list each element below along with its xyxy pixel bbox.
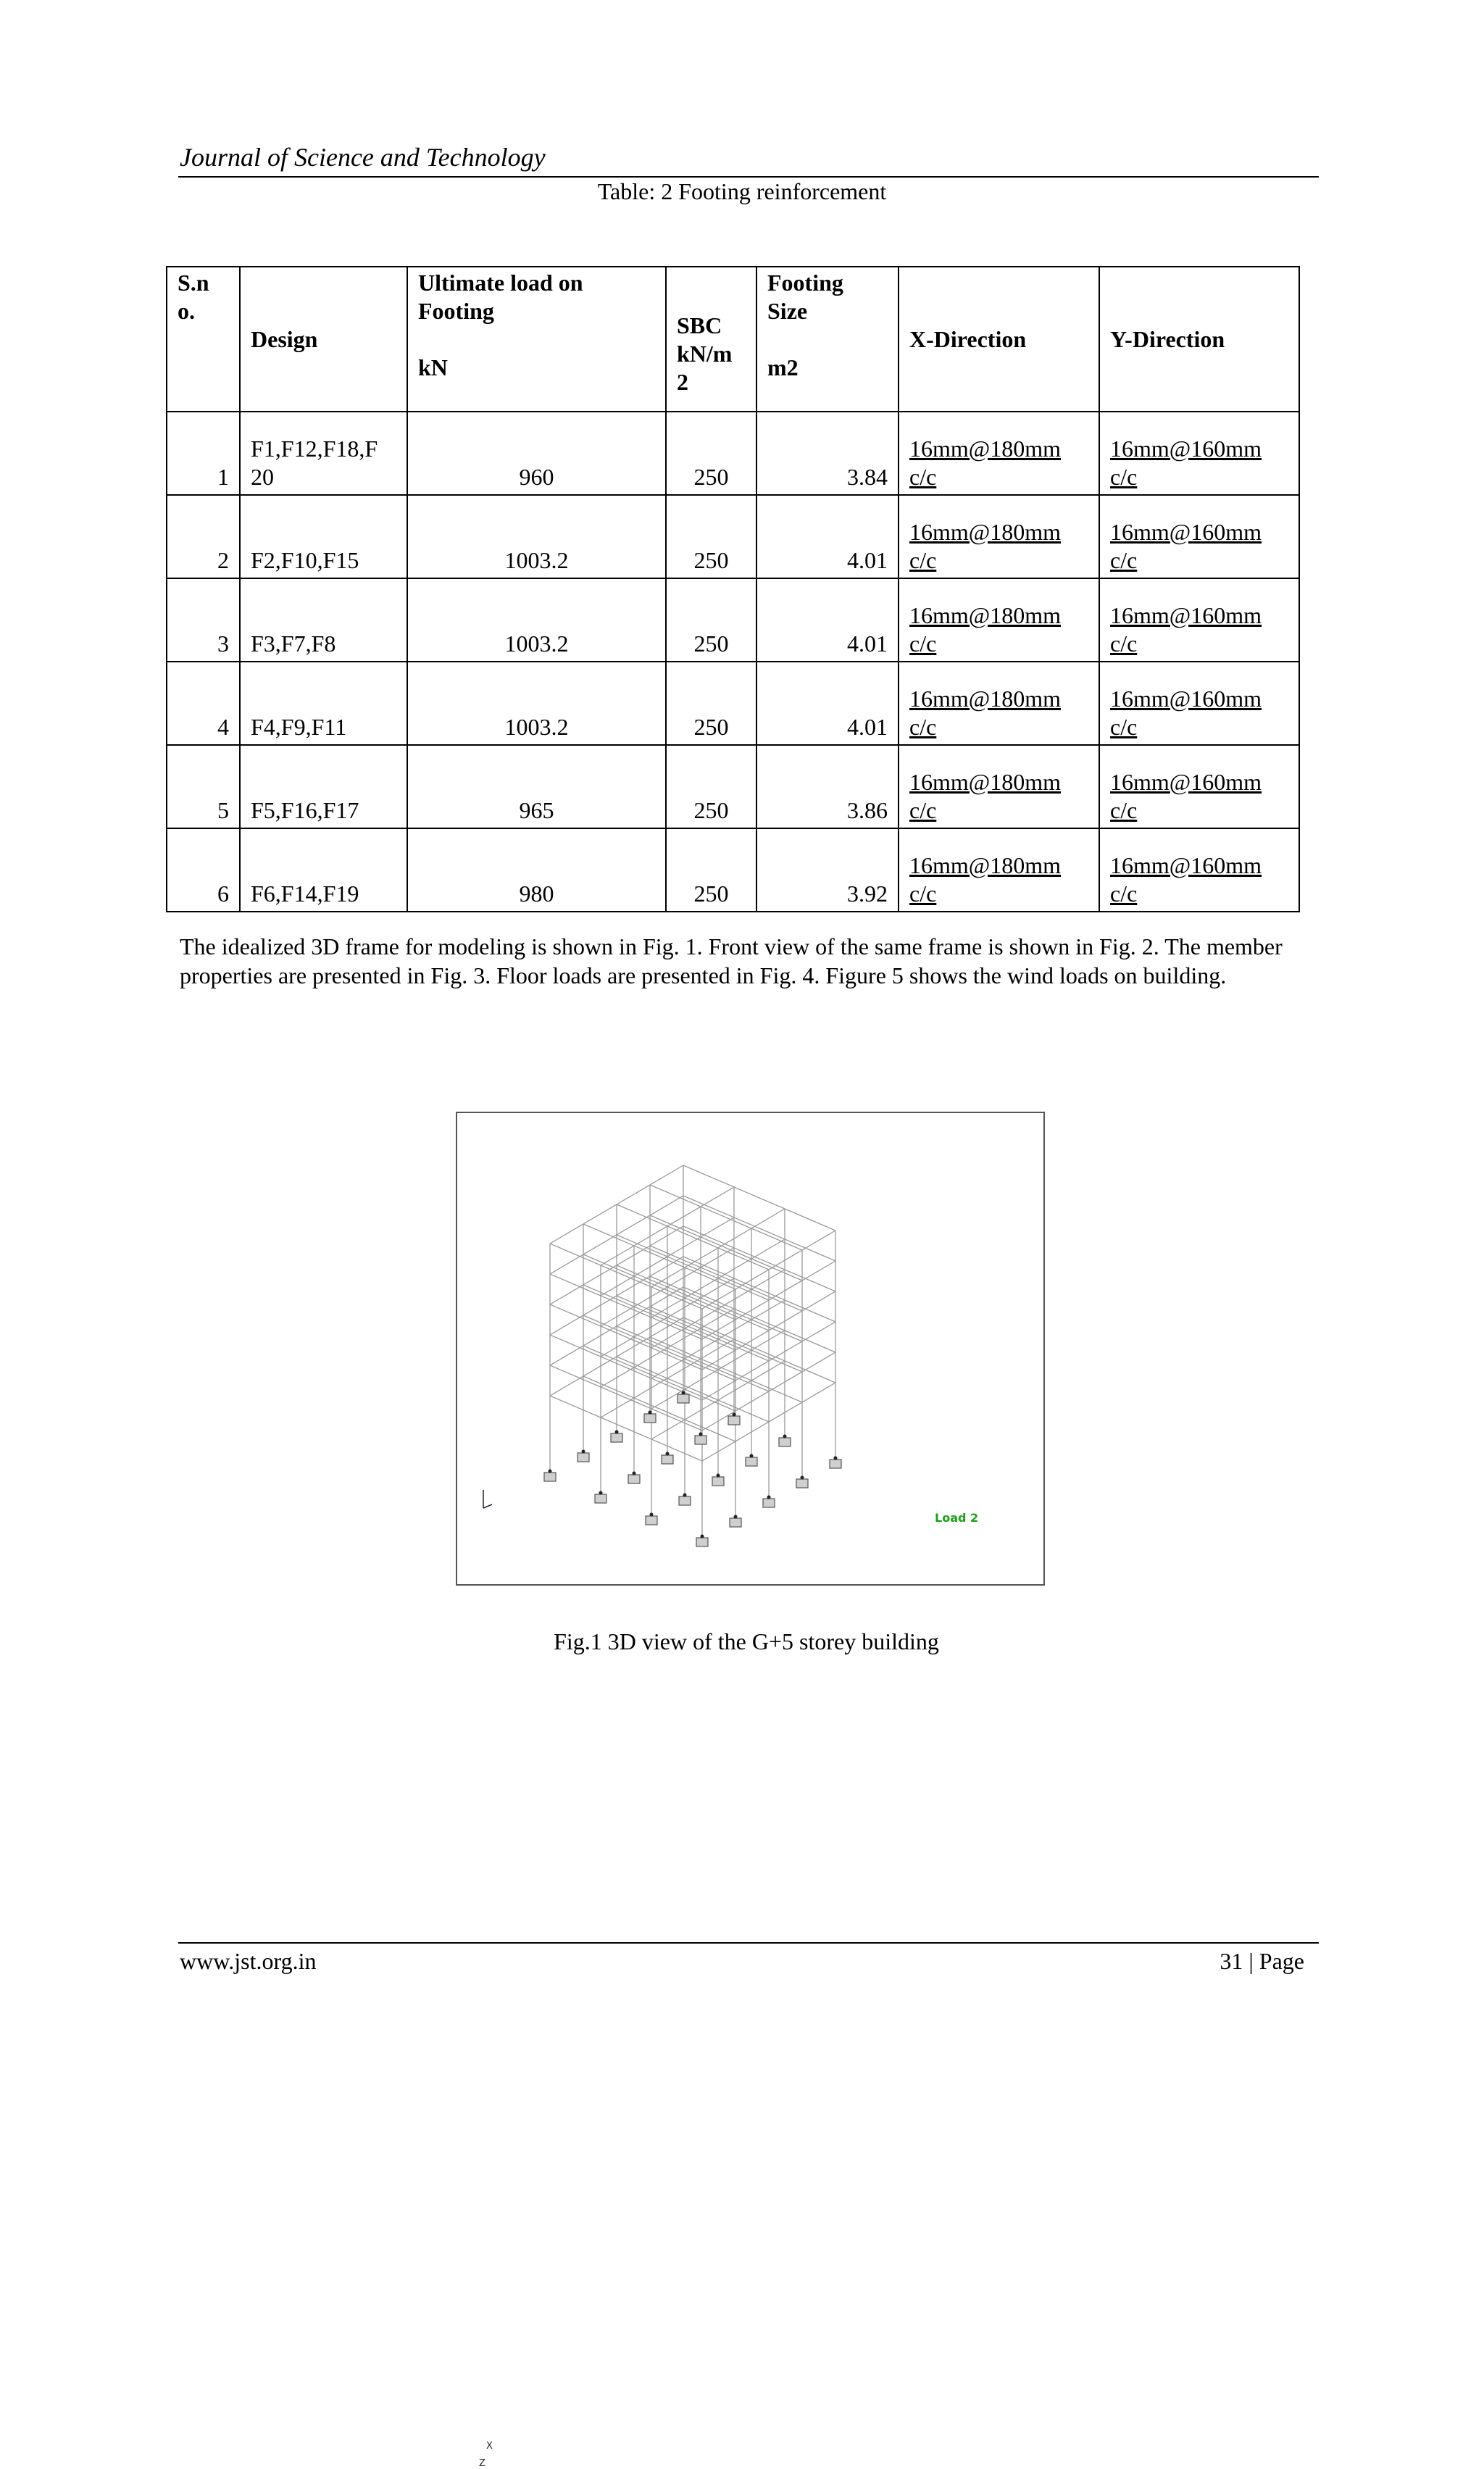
frame-beam xyxy=(650,1307,802,1372)
cell-ultimate-load: 965 xyxy=(407,745,666,828)
cell-sno: 5 xyxy=(167,745,240,828)
fixed-support-icon xyxy=(746,1457,757,1466)
cell-y-direction: 16mm@160mm c/c xyxy=(1099,412,1299,495)
cell-ultimate-load: 980 xyxy=(407,828,666,912)
cell-x-direction: 16mm@180mm c/c xyxy=(899,745,1099,828)
cell-footing-size: 3.84 xyxy=(756,412,899,495)
cell-sbc: 250 xyxy=(666,662,756,745)
frame-beam xyxy=(550,1396,702,1461)
table-row xyxy=(167,828,1299,912)
frame-beam xyxy=(583,1346,735,1411)
table-caption: Table: 2 Footing reinforcement xyxy=(597,178,887,204)
header-x-direction: X-Direction xyxy=(899,267,1099,412)
cell-footing-size: 4.01 xyxy=(756,662,899,745)
support-node xyxy=(682,1391,685,1395)
support-node xyxy=(801,1476,804,1480)
frame-beam xyxy=(650,1215,802,1281)
axis-x-label: X xyxy=(486,2441,493,2452)
cell-y-direction: 16mm@160mm c/c xyxy=(1099,828,1299,912)
table-row xyxy=(167,412,1299,495)
cell-y-direction: 16mm@160mm c/c xyxy=(1099,578,1299,662)
support-node xyxy=(717,1474,720,1478)
table-row xyxy=(167,495,1299,578)
support-node xyxy=(750,1454,754,1458)
cell-sbc: 250 xyxy=(666,578,756,662)
header-ultimate-load: Ultimate load on Footing kN xyxy=(407,267,666,412)
frame-beam xyxy=(550,1274,702,1339)
table-row xyxy=(167,745,1299,828)
support-node xyxy=(734,1515,738,1519)
header-footing-size: Footing Size m2 xyxy=(756,267,899,412)
fixed-support-icon xyxy=(763,1499,775,1507)
support-node xyxy=(733,1413,736,1417)
frame-beam xyxy=(583,1224,735,1289)
support-node xyxy=(701,1535,704,1539)
frame-beam xyxy=(583,1315,735,1381)
fixed-support-icon xyxy=(628,1475,640,1483)
support-node xyxy=(582,1450,585,1454)
frame-beam xyxy=(683,1196,835,1261)
cell-sno: 3 xyxy=(167,578,240,662)
fixed-support-icon xyxy=(595,1494,606,1503)
frame-beam xyxy=(650,1246,802,1311)
support-node xyxy=(599,1491,603,1495)
header-design: Design xyxy=(240,267,407,412)
fixed-support-icon xyxy=(644,1414,656,1423)
cell-x-direction: 16mm@180mm c/c xyxy=(899,495,1099,578)
fixed-support-icon xyxy=(728,1416,740,1425)
cell-footing-size: 3.86 xyxy=(756,745,899,828)
frame-beam xyxy=(583,1285,735,1350)
footer-page-number: 31 | Page xyxy=(1220,1948,1304,1974)
support-node xyxy=(649,1411,652,1415)
cell-ultimate-load: 1003.2 xyxy=(407,495,666,578)
cell-ultimate-load: 1003.2 xyxy=(407,662,666,745)
frame-beam xyxy=(650,1276,802,1341)
cell-sbc: 250 xyxy=(666,495,756,578)
fixed-support-icon xyxy=(695,1436,706,1444)
cell-design: F6,F14,F19 xyxy=(240,828,407,912)
fixed-support-icon xyxy=(578,1453,589,1462)
cell-x-direction: 16mm@180mm c/c xyxy=(899,662,1099,745)
support-node xyxy=(666,1452,670,1456)
header-sno: S.n o. xyxy=(167,267,240,412)
cell-design: F3,F7,F8 xyxy=(240,578,407,662)
support-node xyxy=(783,1435,787,1438)
axis-z-label: Z xyxy=(479,2458,485,2469)
frame-beam xyxy=(650,1337,802,1402)
header-y-direction: Y-Direction xyxy=(1099,267,1299,412)
support-node xyxy=(699,1433,703,1436)
cell-y-direction: 16mm@160mm c/c xyxy=(1099,495,1299,578)
frame-beam xyxy=(617,1326,769,1391)
frame-beam xyxy=(683,1287,835,1352)
frame-beam xyxy=(550,1335,702,1400)
support-node xyxy=(615,1431,619,1434)
cell-x-direction: 16mm@180mm c/c xyxy=(899,828,1099,912)
frame-beam xyxy=(550,1304,702,1370)
frame-beam xyxy=(617,1235,769,1300)
table-row xyxy=(167,662,1299,745)
frame-beam xyxy=(683,1226,835,1291)
cell-sno: 1 xyxy=(167,412,240,495)
cell-footing-size: 4.01 xyxy=(756,578,899,662)
cell-sno: 6 xyxy=(167,828,240,912)
cell-design: F1,F12,F18,F 20 xyxy=(240,412,407,495)
journal-title: Journal of Science and Technology xyxy=(180,143,546,172)
fixed-support-icon xyxy=(712,1477,724,1486)
fixed-support-icon xyxy=(662,1455,673,1464)
cell-y-direction: 16mm@160mm c/c xyxy=(1099,745,1299,828)
cell-x-direction: 16mm@180mm c/c xyxy=(899,578,1099,662)
cell-sno: 2 xyxy=(167,495,240,578)
footer-rule xyxy=(178,1942,1319,1944)
body-paragraph: The idealized 3D frame for modeling is shown in Fig. 1. Front view of the same frame is shown in Fig. 2. The member properties are presented in Fig. 3. Floor loads are presented in Fig. 4. Figure 5 shows the wind loads on building. xyxy=(180,933,1283,988)
footing-reinforcement-table xyxy=(166,266,1300,912)
header-sbc: SBC kN/m 2 xyxy=(666,267,756,412)
frame-beam xyxy=(583,1254,735,1320)
fixed-support-icon xyxy=(830,1460,841,1468)
fixed-support-icon xyxy=(696,1538,708,1546)
fixed-support-icon xyxy=(779,1438,791,1446)
support-node xyxy=(834,1457,838,1460)
cell-ultimate-load: 960 xyxy=(407,412,666,495)
frame-beam xyxy=(617,1265,769,1331)
frame-beam xyxy=(683,1165,835,1231)
header-rule xyxy=(178,176,1319,178)
frame-beam xyxy=(617,1204,769,1270)
support-node xyxy=(683,1494,687,1497)
frame-beam xyxy=(683,1317,835,1383)
frame-beam xyxy=(683,1257,835,1322)
support-node xyxy=(650,1513,654,1517)
cell-footing-size: 3.92 xyxy=(756,828,899,912)
cell-x-direction: 16mm@180mm c/c xyxy=(899,412,1099,495)
cell-footing-size: 4.01 xyxy=(756,495,899,578)
support-node xyxy=(767,1496,771,1499)
frame-beam xyxy=(550,1244,702,1309)
table-row xyxy=(167,578,1299,662)
fixed-support-icon xyxy=(646,1516,657,1525)
cell-sbc: 250 xyxy=(666,412,756,495)
cell-design: F5,F16,F17 xyxy=(240,745,407,828)
fixed-support-icon xyxy=(678,1394,689,1403)
cell-design: F2,F10,F15 xyxy=(240,495,407,578)
support-node xyxy=(549,1470,552,1473)
frame-beam xyxy=(617,1296,769,1361)
load-case-label: Load 2 xyxy=(935,1511,979,1525)
table-header-row xyxy=(167,267,1299,412)
fixed-support-icon xyxy=(730,1518,741,1527)
fixed-support-icon xyxy=(679,1496,691,1505)
footer-url: www.jst.org.in xyxy=(180,1948,317,1974)
axis-triad-icon xyxy=(483,1490,492,1508)
frame-beam xyxy=(583,1376,735,1441)
cell-sbc: 250 xyxy=(666,745,756,828)
support-node xyxy=(633,1472,636,1475)
frame-beam xyxy=(617,1357,769,1422)
frame-beam xyxy=(650,1185,802,1250)
fixed-support-icon xyxy=(611,1433,622,1442)
figure-caption: Fig.1 3D view of the G+5 storey building xyxy=(554,1628,939,1654)
cell-design: F4,F9,F11 xyxy=(240,662,407,745)
cell-sno: 4 xyxy=(167,662,240,745)
fixed-support-icon xyxy=(544,1473,556,1481)
cell-ultimate-load: 1003.2 xyxy=(407,578,666,662)
cell-y-direction: 16mm@160mm c/c xyxy=(1099,662,1299,745)
fixed-support-icon xyxy=(796,1479,808,1488)
cell-sbc: 250 xyxy=(666,828,756,912)
